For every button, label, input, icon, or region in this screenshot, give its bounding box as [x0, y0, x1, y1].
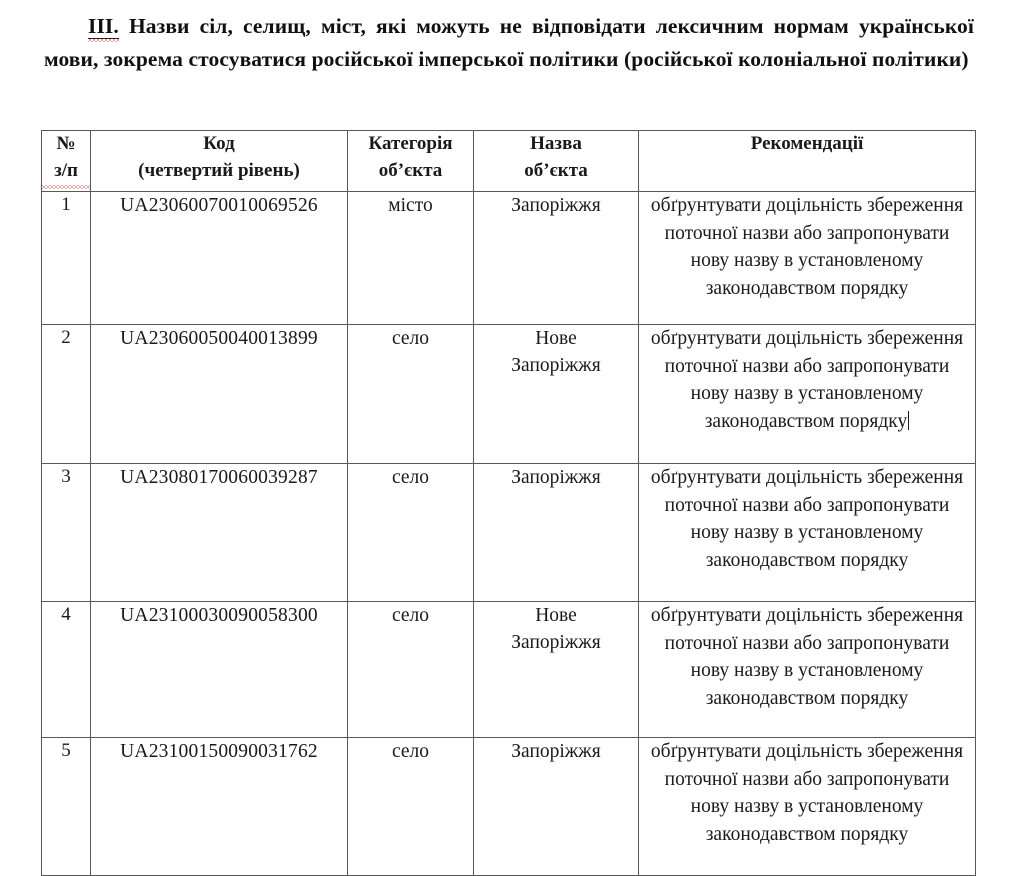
- table-body: [42, 192, 976, 876]
- cell-code: UA23100030090058300: [91, 602, 348, 738]
- cell-code: UA23060050040013899: [91, 325, 348, 464]
- cell-category: село: [348, 325, 474, 464]
- column-header-name: [474, 131, 639, 192]
- cell-recommendation[interactable]: [639, 325, 976, 464]
- section-numeral: III.: [88, 14, 119, 38]
- cell-object-name-line1: Запоріжжя: [511, 467, 601, 488]
- column-header-code-line1: Код: [203, 133, 235, 154]
- table-row: [42, 738, 976, 876]
- cell-object-name: [474, 464, 639, 602]
- cell-number: 4: [42, 602, 91, 738]
- cell-recommendation: обґрунтувати доцільність збереження поточної назви або запропонувати нову назву в установленому законодавством порядку: [639, 192, 976, 325]
- column-header-category: [348, 131, 474, 192]
- column-header-category-line2: об’єкта: [378, 159, 443, 181]
- section-heading-text: Назви сіл, селищ, міст, які можуть не відповідати лексичним нормам української мови, зокрема стосуватися російської імперської політики (російської колоніальної політики): [44, 14, 974, 71]
- column-header-code: [91, 131, 348, 192]
- cell-number: 2: [42, 325, 91, 464]
- settlements-table: [41, 130, 976, 876]
- column-header-name-line1: Назва: [530, 133, 582, 154]
- cell-category: місто: [348, 192, 474, 325]
- cell-code: UA23080170060039287: [91, 464, 348, 602]
- text-cursor-caret: [908, 411, 909, 430]
- cell-category: село: [348, 464, 474, 602]
- table-row: [42, 192, 976, 325]
- section-heading: [44, 10, 974, 76]
- column-header-number-line2: з/п: [42, 158, 90, 185]
- cell-object-name: [474, 602, 639, 738]
- cell-object-name-line1: Запоріжжя: [511, 741, 601, 762]
- cell-object-name-line2: Запоріжжя: [511, 632, 601, 654]
- column-header-code-line2: (четвертий рівень): [138, 159, 300, 181]
- settlements-table-wrapper: [41, 130, 975, 876]
- column-header-name-line2: об’єкта: [524, 159, 588, 181]
- cell-object-name-line1: Нове: [535, 605, 577, 626]
- cell-object-name-line2: Запоріжжя: [511, 355, 601, 377]
- cell-code: UA23100150090031762: [91, 738, 348, 876]
- table-row: [42, 325, 976, 464]
- column-header-number: [42, 131, 91, 192]
- cell-object-name: [474, 738, 639, 876]
- cell-object-name: [474, 192, 639, 325]
- cell-category: село: [348, 738, 474, 876]
- cell-number: 1: [42, 192, 91, 325]
- table-row: [42, 464, 976, 602]
- cell-recommendation: обґрунтувати доцільність збереження поточної назви або запропонувати нову назву в установленому законодавством порядку: [639, 602, 976, 738]
- cell-recommendation: обґрунтувати доцільність збереження поточної назви або запропонувати нову назву в установленому законодавством порядку: [639, 738, 976, 876]
- cell-object-name: [474, 325, 639, 464]
- table-header-row: [42, 131, 976, 192]
- cell-object-name-line1: Нове: [535, 328, 577, 349]
- cell-code: UA23060070010069526: [91, 192, 348, 325]
- cell-object-name-line1: Запоріжжя: [511, 195, 601, 216]
- cell-recommendation-text: обґрунтувати доцільність збереження поточної назви або запропонувати нову назву в установленому законодавством порядку: [650, 328, 964, 433]
- table-row: [42, 602, 976, 738]
- column-header-category-line1: Категорія: [368, 133, 453, 154]
- column-header-recommendations-line1: Рекомендації: [750, 133, 864, 154]
- table-header: [42, 131, 976, 192]
- cell-category: село: [348, 602, 474, 738]
- column-header-recommendations: [639, 131, 976, 192]
- column-header-number-line1: №: [56, 133, 76, 154]
- cell-number: 3: [42, 464, 91, 602]
- cell-recommendation: обґрунтувати доцільність збереження поточної назви або запропонувати нову назву в установленому законодавством порядку: [639, 464, 976, 602]
- cell-number: 5: [42, 738, 91, 876]
